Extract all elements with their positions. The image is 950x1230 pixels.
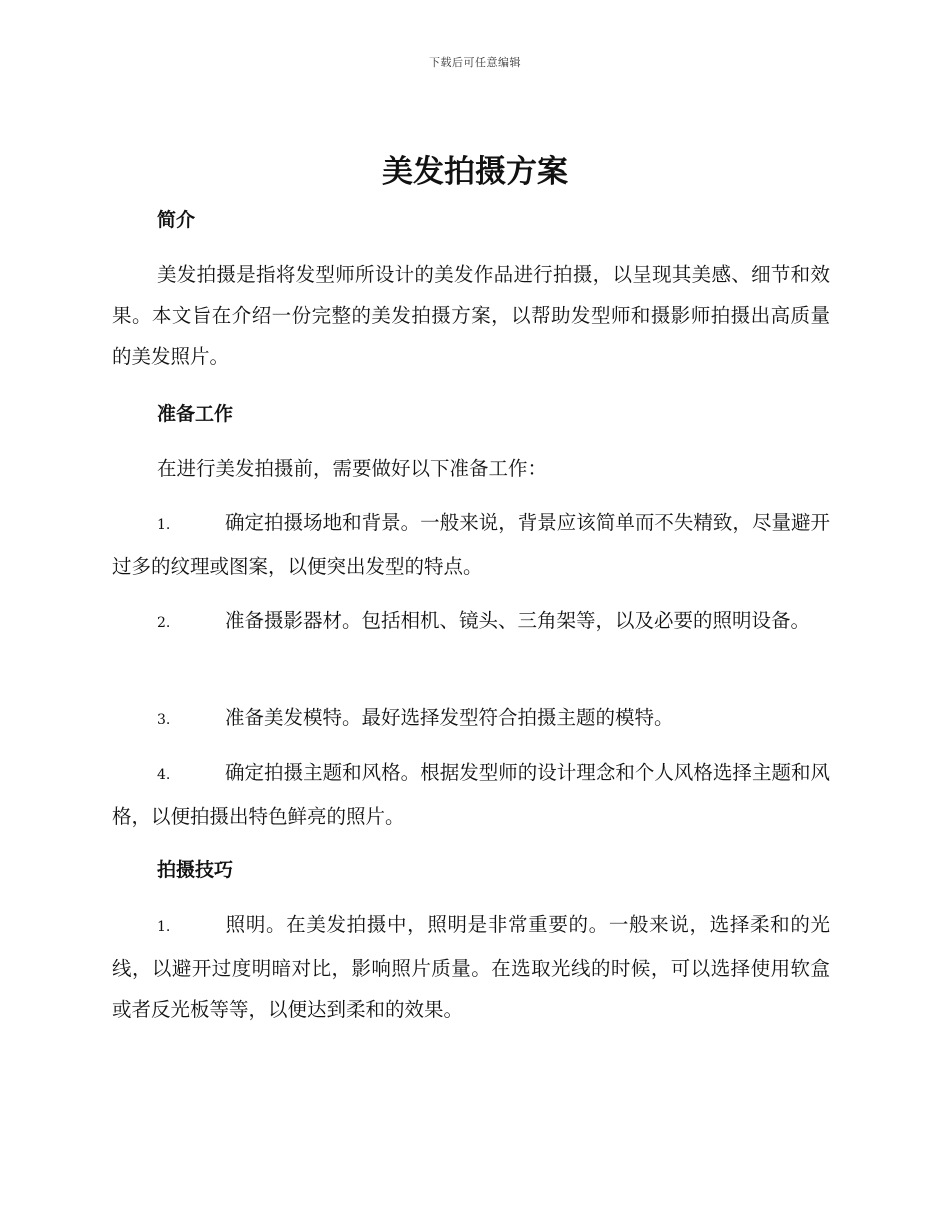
section-heading-techniques: 拍摄技巧 [157,859,234,881]
intro-paragraph: 美发拍摄是指将发型师所设计的美发作品进行拍摄，以呈现其美感、细节和效果。本文旨在介绍一份完整的美发拍摄方案，以帮助发型师和摄影师拍摄出高质量的美发照片。 [112,263,830,368]
list-item-number: 3. [157,712,171,728]
section-heading-preparation: 准备工作 [157,403,234,425]
list-item-text: 照明。在美发拍摄中，照明是非常重要的。一般来说，选择柔和的光线，以避开过度明暗对比，影响照片质量。在选取光线的时候，可以选择使用软盒或者反光板等等，以便达到柔和的效果。 [112,913,830,1021]
list-item-text: 准备美发模特。最好选择发型符合拍摄主题的模特。 [225,706,674,729]
document-title: 美发拍摄方案 [382,154,568,190]
list-item [112,697,830,741]
list-item-text: 确定拍摄场地和背景。一般来说，背景应该简单而不失精致，尽量避开过多的纹理或图案，以便突出发型的特点。 [112,511,830,578]
list-item [112,600,830,644]
list-item-number: 2. [157,615,171,631]
section-heading-intro: 简介 [157,209,196,231]
list-item-text: 确定拍摄主题和风格。根据发型师的设计理念和个人风格选择主题和风格，以便拍摄出特色鲜亮的照片。 [112,761,830,828]
list-item-number: 4. [157,767,171,783]
list-item-number: 1. [157,919,171,935]
list-item-text: 准备摄影器材。包括相机、镜头、三角架等，以及必要的照明设备。 [225,609,811,632]
preparation-lead: 在进行美发拍摄前，需要做好以下准备工作： [157,457,548,480]
list-item-number: 1. [157,517,171,533]
list-item [112,904,830,1030]
header-note: 下载后可任意编辑 [429,56,521,69]
list-item [112,752,830,837]
list-item [112,502,830,587]
